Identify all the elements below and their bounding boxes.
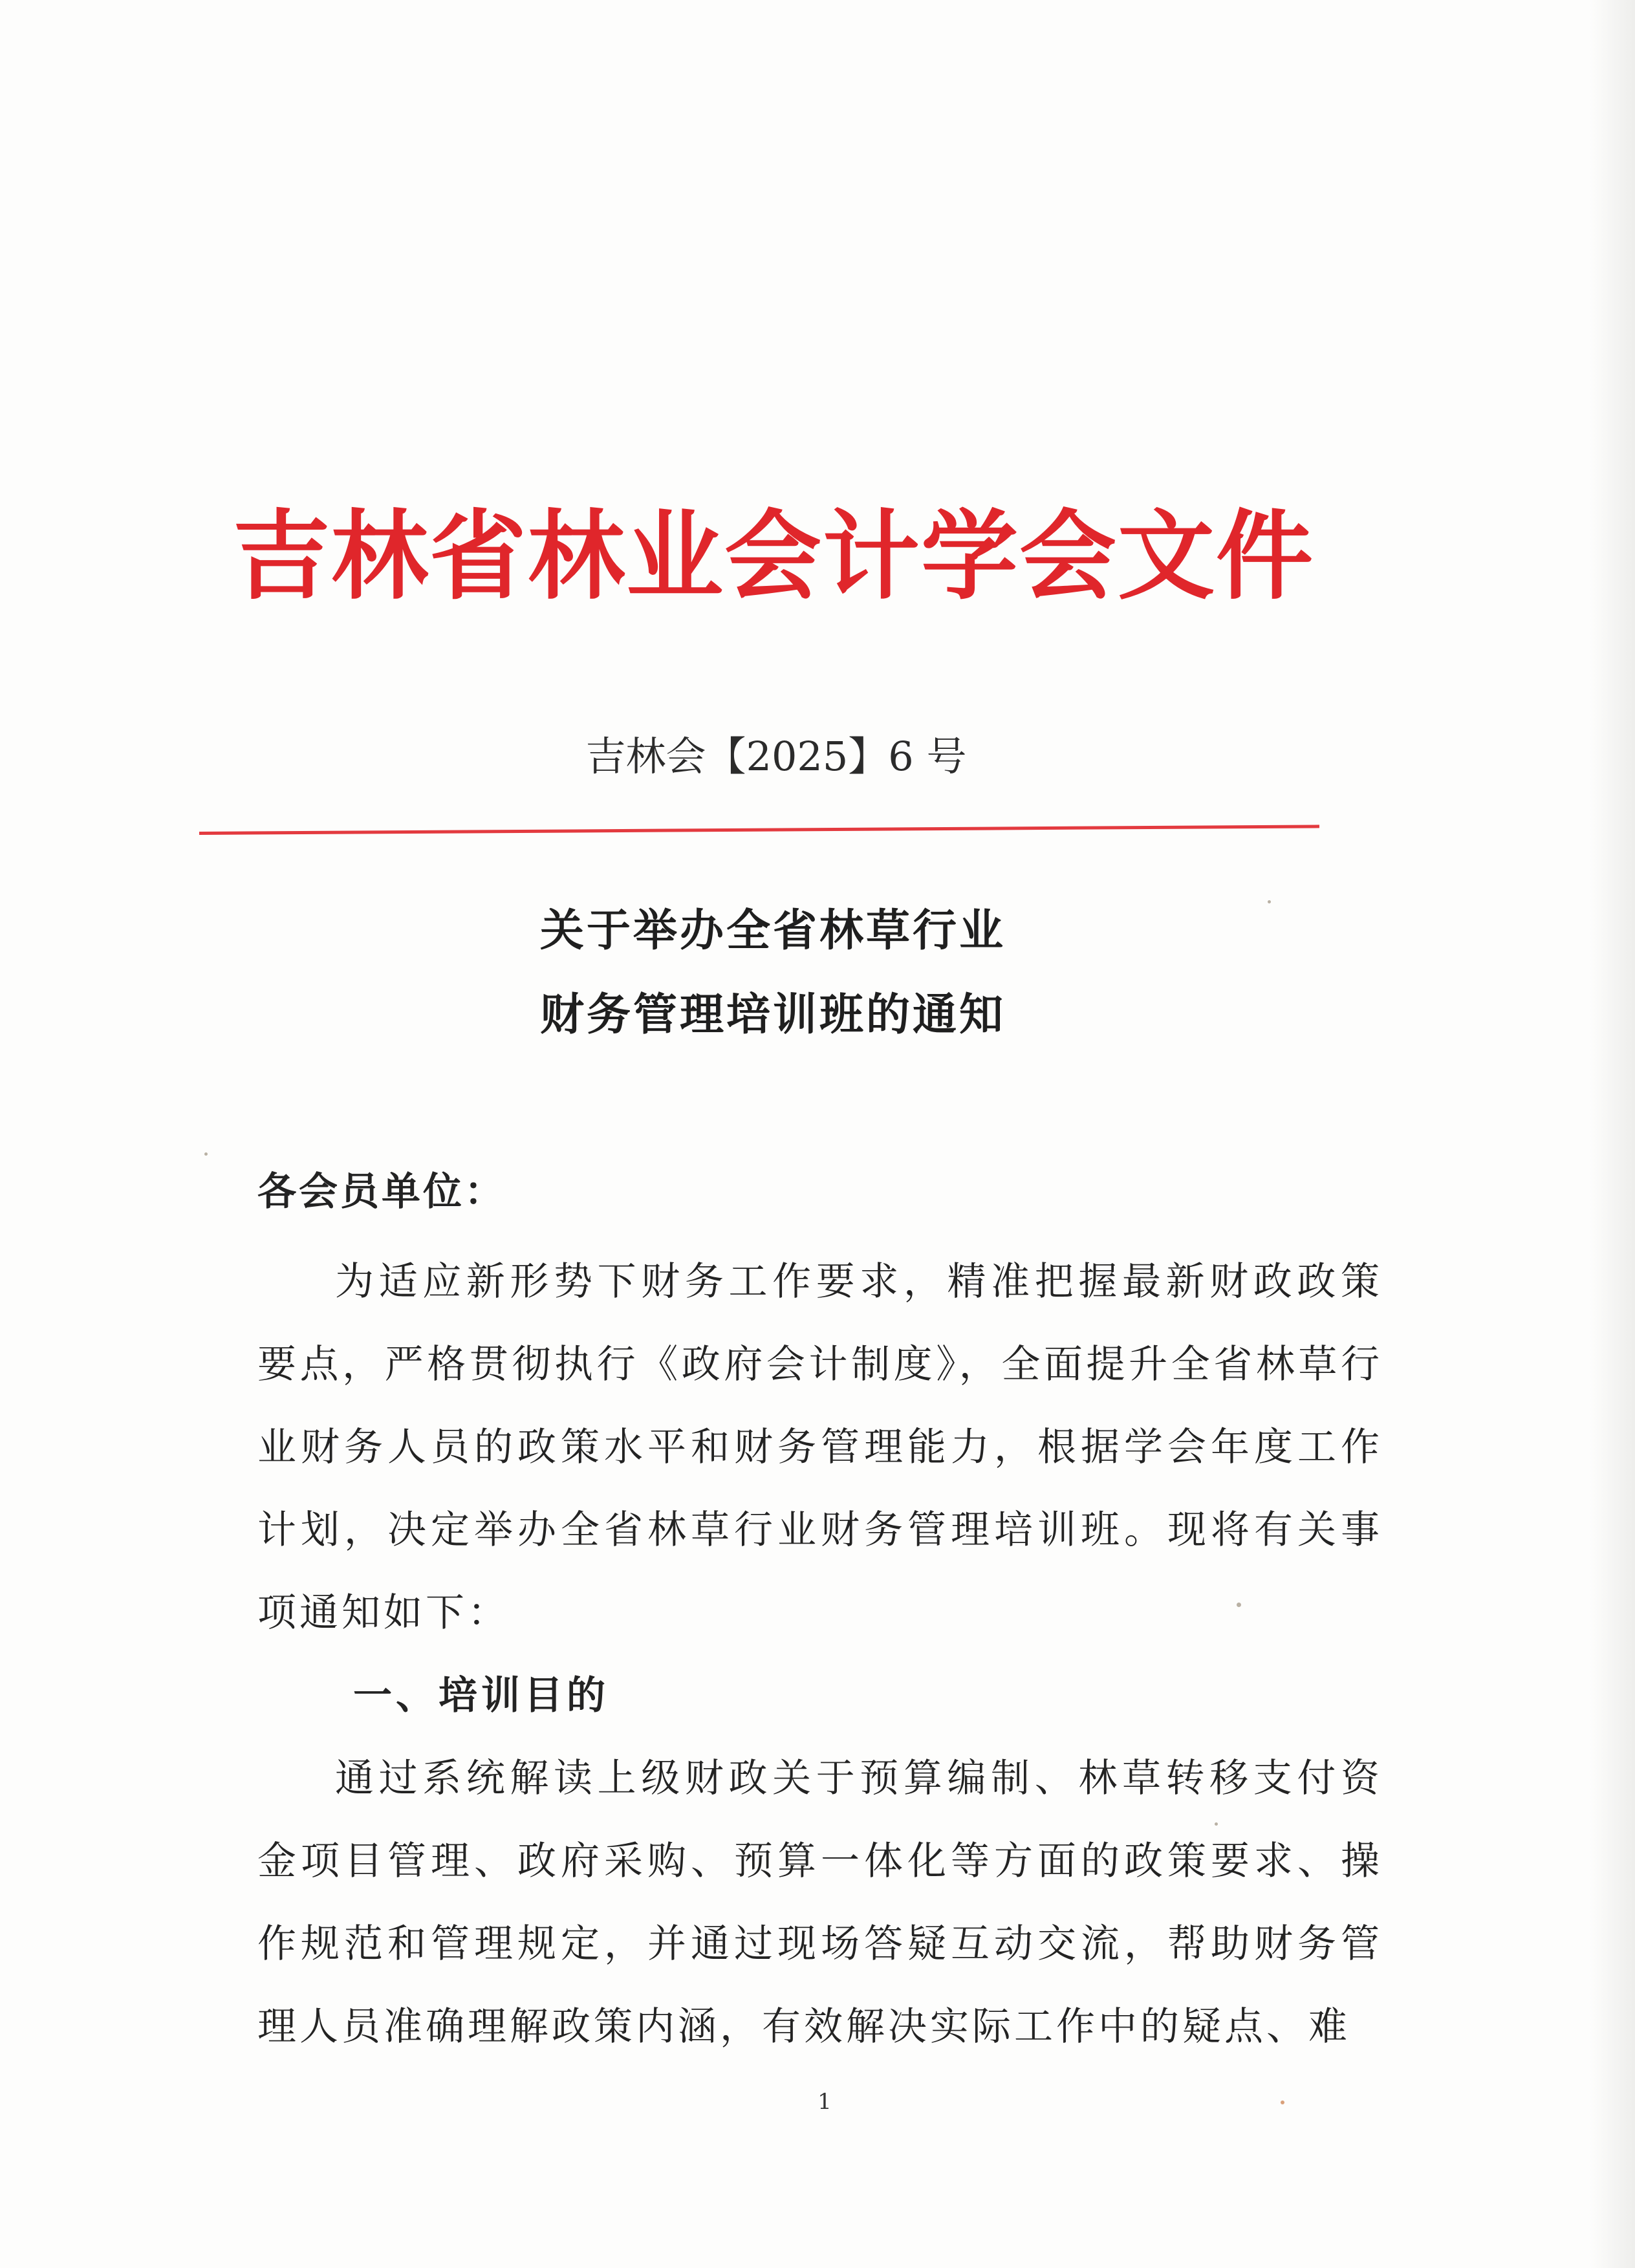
section-heading-purpose: 一、培训目的 <box>353 1673 609 1718</box>
notice-title-line-2: 财务管理培训班的通知 <box>540 989 1006 1041</box>
red-divider-line <box>199 825 1319 835</box>
section-paragraph-purpose: 通过系统解读上级财政关于预算编制、林草转移支付资金项目管理、政府采购、预算一体化等方面的政策要求、操作规范和管理规定，并通过现场答疑互动交流，帮助财务管理人员准确理解政策内涵，有效解决实际工作中的疑点、难 <box>257 1756 1383 2049</box>
scan-speck <box>1281 2101 1284 2104</box>
page-number: 1 <box>817 2089 832 2115</box>
scan-speck <box>1268 900 1271 903</box>
notice-title-line-1: 关于举办全省林草行业 <box>540 905 1006 956</box>
scan-speck <box>204 1152 208 1156</box>
scan-speck <box>1237 1603 1241 1607</box>
masthead-title: 吉林省林业会计学会文件 <box>233 499 1315 613</box>
intro-paragraph: 为适应新形势下财务工作要求，精准把握最新财政政策要点，严格贯彻执行《政府会计制度》，全面提升全省林草行业财务人员的政策水平和财务管理能力，根据学会年度工作计划，决定举办全省林草行业财务管理培训班。现将有关事项通知如下： <box>257 1259 1383 1636</box>
document-body <box>257 1163 1383 2068</box>
scan-speck <box>1215 1822 1218 1826</box>
page-edge-shadow <box>1590 0 1635 2268</box>
document-number: 吉林会【2025】6 号 <box>585 733 967 780</box>
salutation: 各会员单位： <box>257 1169 506 1215</box>
